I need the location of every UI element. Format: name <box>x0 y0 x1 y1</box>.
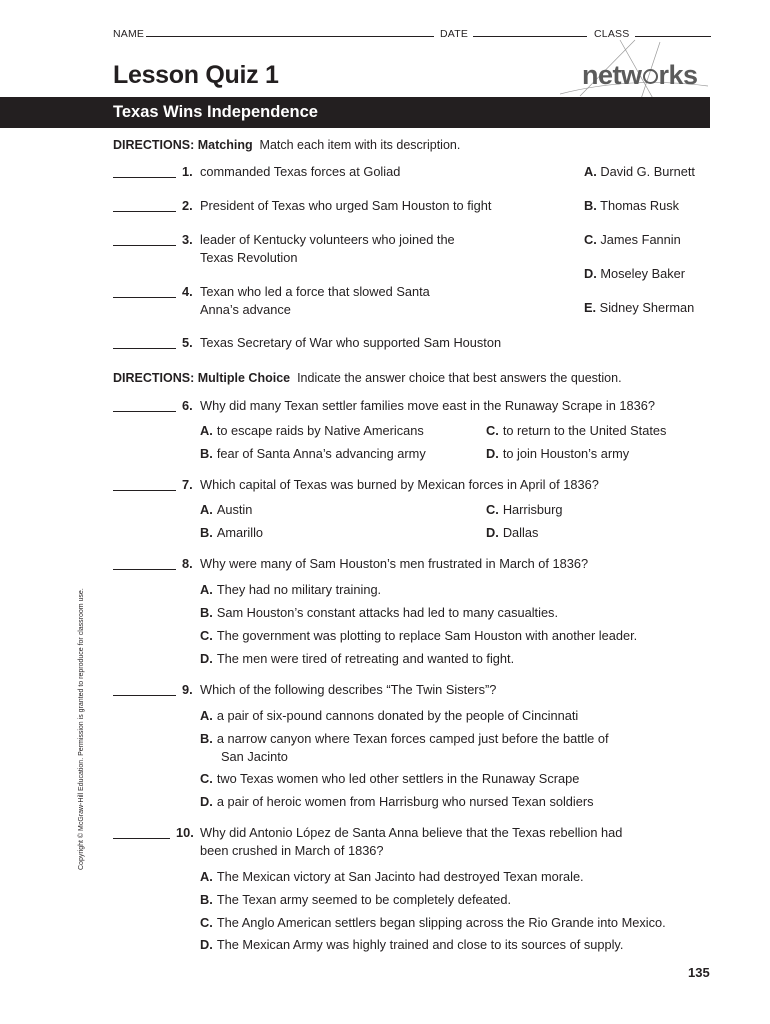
option-text: to return to the United States <box>502 423 667 438</box>
option-text: Dallas <box>502 525 539 540</box>
option <box>200 936 623 954</box>
option-letter: B. <box>200 605 213 620</box>
directions-text: Indicate the answer choice that best answers the question. <box>297 371 622 385</box>
option <box>200 501 252 519</box>
option-letter: A. <box>200 423 213 438</box>
item-text: Texas Revolution <box>200 250 298 265</box>
question-number: 6. <box>182 398 193 413</box>
option-text: to escape raids by Native Americans <box>216 423 424 438</box>
option-letter: D. <box>486 525 499 540</box>
option-letter: B. <box>200 446 213 461</box>
option-text: Harrisburg <box>502 502 563 517</box>
answer-letter: C. <box>584 232 597 247</box>
answer-blank[interactable] <box>113 569 176 570</box>
answer-text: David G. Burnett <box>600 164 695 179</box>
answer-blank[interactable] <box>113 838 170 839</box>
option-letter: B. <box>200 525 213 540</box>
option-text: They had no military training. <box>216 582 382 597</box>
answer-text: Moseley Baker <box>600 266 686 281</box>
matching-directions <box>113 138 460 152</box>
option-text: a narrow canyon where Texan forces camped just before the battle of <box>216 731 609 746</box>
option <box>486 445 629 463</box>
question-text: Which capital of Texas was burned by Mexican forces in April of 1836? <box>200 477 599 492</box>
option-letter: A. <box>200 708 213 723</box>
item-text: Anna’s advance <box>200 302 291 317</box>
directions-label: DIRECTIONS: <box>113 138 195 152</box>
option-letter: C. <box>200 628 213 643</box>
question-text: Which of the following describes “The Twin Sisters”? <box>200 682 497 697</box>
option <box>200 868 584 886</box>
answer-blank[interactable] <box>113 411 176 412</box>
question-text: been crushed in March of 1836? <box>200 843 384 858</box>
answer-choice <box>584 163 695 181</box>
answer-letter: A. <box>584 164 597 179</box>
mc-directions <box>113 371 622 385</box>
item-number: 1. <box>182 164 193 179</box>
option-letter: D. <box>200 794 213 809</box>
class-label: CLASS <box>594 28 630 40</box>
question-number: 7. <box>182 477 193 492</box>
directions-text: Match each item with its description. <box>259 138 461 152</box>
option <box>486 501 563 519</box>
option-letter: D. <box>200 937 213 952</box>
option-text: two Texas women who led other settlers in the Runaway Scrape <box>216 771 580 786</box>
option <box>200 524 263 542</box>
option-text: The Texan army seemed to be completely defeated. <box>216 892 512 907</box>
answer-choice <box>584 231 681 249</box>
option-text: a pair of heroic women from Harrisburg who nursed Texan soldiers <box>216 794 594 809</box>
question-number: 9. <box>182 682 193 697</box>
option-letter: D. <box>486 446 499 461</box>
option-letter: D. <box>200 651 213 666</box>
answer-blank[interactable] <box>113 348 176 349</box>
option-letter: C. <box>486 502 499 517</box>
item-number: 3. <box>182 232 193 247</box>
logo-text-part2: rks <box>658 60 698 90</box>
title-bar <box>0 97 710 128</box>
option-text: The Mexican Army was highly trained and close to its sources of supply. <box>216 937 624 952</box>
option-text: Sam Houston’s constant attacks had led to many casualties. <box>216 605 559 620</box>
name-field[interactable] <box>113 26 434 40</box>
option <box>200 793 594 811</box>
question-number: 8. <box>182 556 193 571</box>
answer-blank[interactable] <box>113 695 176 696</box>
option <box>200 445 426 463</box>
option-letter: A. <box>200 502 213 517</box>
option-text: to join Houston’s army <box>502 446 630 461</box>
item-number: 4. <box>182 284 193 299</box>
option-letter: C. <box>200 915 213 930</box>
page-title: Lesson Quiz 1 <box>113 61 279 89</box>
answer-text: Sidney Sherman <box>599 300 695 315</box>
option <box>200 770 579 788</box>
option <box>486 422 666 440</box>
item-text: commanded Texas forces at Goliad <box>200 164 401 179</box>
directions-type: Matching <box>197 138 253 152</box>
logo-text-part1: netw <box>582 60 642 90</box>
logo-ring-icon <box>643 69 658 84</box>
answer-letter: B. <box>584 198 597 213</box>
question-text: Why did many Texan settler families move east in the Runaway Scrape in 1836? <box>200 398 655 413</box>
answer-letter: E. <box>584 300 597 315</box>
option-letter: B. <box>200 731 213 746</box>
question-text: Why were many of Sam Houston’s men frustrated in March of 1836? <box>200 556 589 571</box>
option-text: Amarillo <box>216 525 264 540</box>
directions-label: DIRECTIONS: <box>113 371 195 385</box>
answer-blank[interactable] <box>113 211 176 212</box>
answer-choice <box>584 265 685 283</box>
option-letter: C. <box>200 771 213 786</box>
directions-type: Multiple Choice <box>197 371 291 385</box>
answer-blank[interactable] <box>113 177 176 178</box>
answer-text: Thomas Rusk <box>600 198 680 213</box>
item-number: 5. <box>182 335 193 350</box>
answer-blank[interactable] <box>113 297 176 298</box>
option-text: Austin <box>216 502 253 517</box>
question-number: 10. <box>176 825 194 840</box>
option <box>200 891 511 909</box>
date-label: DATE <box>440 28 469 40</box>
item-text: President of Texas who urged Sam Houston to fight <box>200 198 492 213</box>
option <box>200 730 609 748</box>
option-letter: A. <box>200 582 213 597</box>
item-text: Texan who led a force that slowed Santa <box>200 284 430 299</box>
option <box>200 581 381 599</box>
option-text: The Anglo American settlers began slipping across the Rio Grande into Mexico. <box>216 915 666 930</box>
option-letter: A. <box>200 869 213 884</box>
option <box>200 650 514 668</box>
networks-logo <box>582 60 698 91</box>
answer-blank[interactable] <box>113 490 176 491</box>
option-text: a pair of six-pound cannons donated by the people of Cincinnati <box>216 708 579 723</box>
option <box>200 604 558 622</box>
answer-choice <box>584 197 679 215</box>
option-text: The men were tired of retreating and wanted to fight. <box>216 651 515 666</box>
lesson-subtitle: Texas Wins Independence <box>113 103 318 121</box>
page-number: 135 <box>688 965 710 980</box>
option-text: fear of Santa Anna’s advancing army <box>216 446 426 461</box>
option <box>200 914 666 932</box>
option-text: The government was plotting to replace Sam Houston with another leader. <box>216 628 638 643</box>
name-label: NAME <box>113 28 145 40</box>
option-text: The Mexican victory at San Jacinto had destroyed Texan morale. <box>216 869 584 884</box>
option <box>200 422 424 440</box>
item-text: leader of Kentucky volunteers who joined the <box>200 232 455 247</box>
answer-choice <box>584 299 694 317</box>
copyright-notice: Copyright © McGraw-Hill Education. Permission is granted to reproduce for classroom use. <box>78 588 85 870</box>
item-number: 2. <box>182 198 193 213</box>
question-text: Why did Antonio López de Santa Anna believe that the Texas rebellion had <box>200 825 623 840</box>
option-continuation: San Jacinto <box>221 749 288 764</box>
answer-blank[interactable] <box>113 245 176 246</box>
name-blank[interactable] <box>146 26 434 37</box>
option <box>200 627 637 645</box>
answer-text: James Fannin <box>600 232 681 247</box>
answer-letter: D. <box>584 266 597 281</box>
option <box>200 707 578 725</box>
item-text: Texas Secretary of War who supported Sam Houston <box>200 335 502 350</box>
option <box>486 524 538 542</box>
option-letter: B. <box>200 892 213 907</box>
option-letter: C. <box>486 423 499 438</box>
